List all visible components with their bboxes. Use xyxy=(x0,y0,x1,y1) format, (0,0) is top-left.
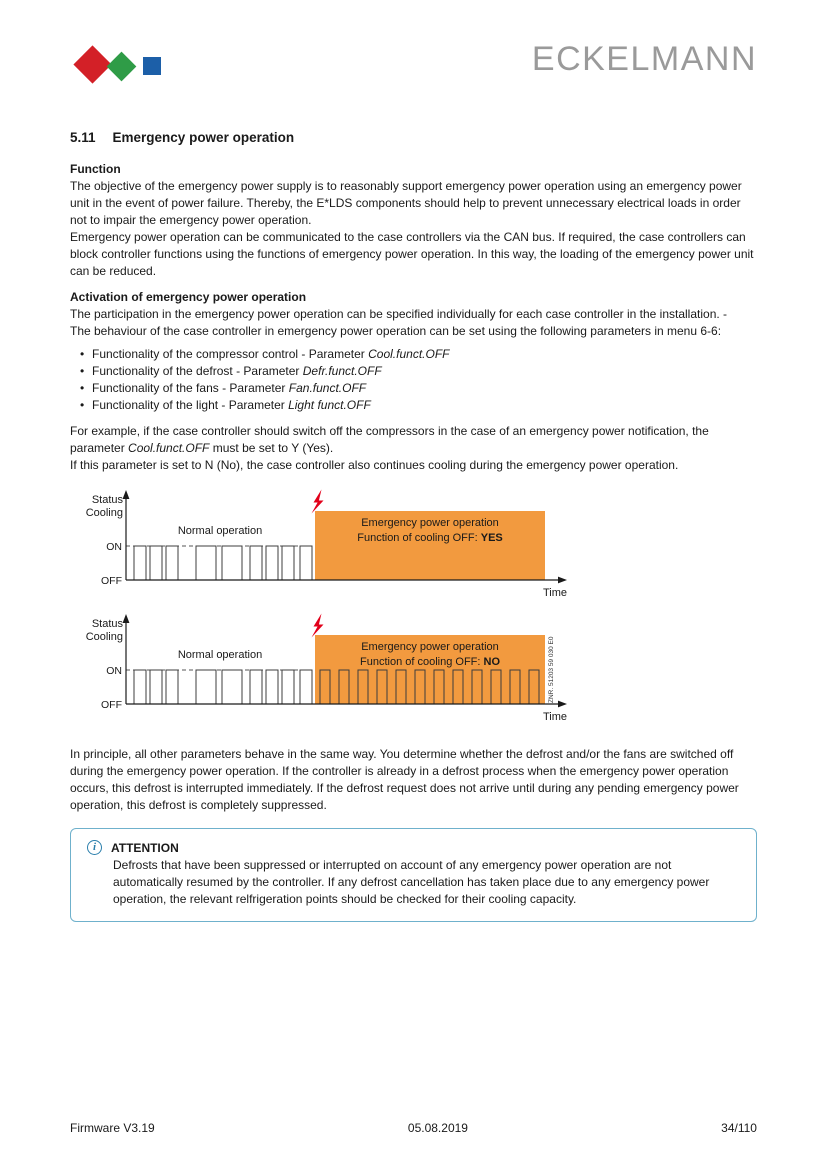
list-item xyxy=(92,397,757,414)
attention-body-text: Defrosts that have been suppressed or interrupted on account of any emergency power operation are not automatically resumed by the controller. If any defrost cancellation has taken place due to any emergency power operation, the relevant relfrigeration points should be checked for their cooling capacity. xyxy=(113,858,710,906)
attention-header xyxy=(87,840,740,855)
bullet-param: Cool.funct.OFF xyxy=(368,347,450,361)
normal-operation-label: Normal operation xyxy=(177,649,263,661)
function-paragraph-2: Emergency power operation can be communicated to the case controllers via the CAN bus. If required, the case controllers can block controller functions using the functions of emergency power operation. In this way, the loading of the emergency power unit can be reduced. xyxy=(70,230,754,278)
section-number: 5.11 xyxy=(70,130,96,145)
footer-date: 05.08.2019 xyxy=(407,1121,468,1135)
bullet-text: Functionality of the compressor control - Parameter xyxy=(92,347,369,361)
logo-green-diamond-icon xyxy=(107,52,137,82)
off-label: OFF xyxy=(101,699,122,711)
page-footer xyxy=(70,1121,757,1135)
lightning-icon xyxy=(312,490,324,514)
waveform xyxy=(126,546,315,580)
timing-diagram-cooling-off-no xyxy=(78,612,757,730)
timing-diagram-svg xyxy=(78,612,578,730)
off-label: OFF xyxy=(101,575,122,587)
bullet-param: Fan.funct.OFF xyxy=(288,381,367,395)
activation-paragraph-2: The behaviour of the case controller in emergency power operation can be set using the following parameters in menu 6-6: xyxy=(70,324,722,338)
function-paragraph-1: The objective of the emergency power supply is to reasonably support emergency power operation using an emergency power unit in the event of power failure. Thereby, the E*LDS components should help to prevent unnecessary electrical loads in order not to impair the emergency power operation. xyxy=(70,179,742,227)
time-label: Time xyxy=(542,711,567,723)
function-heading: Function xyxy=(70,162,121,176)
on-label: ON xyxy=(106,665,122,677)
activation-paragraph-1: The participation in the emergency power operation can be specified individually for each case controller in the installation. - xyxy=(70,307,728,321)
eckelmann-logo xyxy=(75,44,185,90)
logo-blue-square-icon xyxy=(143,57,161,75)
logo-red-diamond-icon xyxy=(73,45,111,83)
time-label: Time xyxy=(542,587,567,599)
emergency-title: Emergency power operation xyxy=(361,641,499,653)
example-text-post: must be set to Y (Yes). xyxy=(209,441,334,455)
closing-paragraph: In principle, all other parameters behave in the same way. You determine whether the defrost and/or the fans are switched off during the emergency power operation. If the controller is already in a defrost process when the emergency power operation occurs, this defrost is interrupted immediately. If the defrost request does not arrive until during any pending emergency power operation, this defrost is completely suppressed. xyxy=(70,747,739,812)
info-icon: i xyxy=(87,840,102,855)
example-text-pre: For example, if the case controller should switch off the compressors in the case of an emergency power notification, the parameter xyxy=(70,424,709,455)
section-title: Emergency power operation xyxy=(112,130,295,145)
brand-wordmark: ECKELMANN xyxy=(531,40,757,78)
attention-box xyxy=(70,828,757,922)
on-label: ON xyxy=(106,541,122,553)
attention-heading: ATTENTION xyxy=(111,840,179,855)
bullet-text: Functionality of the light - Parameter xyxy=(92,398,289,412)
footer-page-number: 34/110 xyxy=(721,1121,757,1135)
bullet-param: Defr.funct.OFF xyxy=(302,364,382,378)
activation-heading: Activation of emergency power operation xyxy=(70,290,307,304)
cooling-label: Cooling xyxy=(85,631,123,643)
lightning-icon xyxy=(312,614,324,638)
y-axis xyxy=(123,490,130,580)
no-paragraph: If this parameter is set to N (No), the case controller also continues cooling during the emergency power operation. xyxy=(70,458,679,472)
list-item xyxy=(92,346,757,363)
footer-firmware: Firmware V3.19 xyxy=(70,1121,155,1135)
section-heading xyxy=(70,130,757,145)
example-paragraph xyxy=(70,423,757,457)
y-axis xyxy=(123,614,130,704)
cooling-label: Cooling xyxy=(85,507,123,519)
status-label: Status xyxy=(91,494,123,506)
timing-diagram-svg xyxy=(78,488,578,606)
list-item xyxy=(92,363,757,380)
emergency-subtitle: Function of cooling OFF: YES xyxy=(357,532,503,544)
bullet-text: Functionality of the defrost - Parameter xyxy=(92,364,303,378)
emergency-subtitle: Function of cooling OFF: NO xyxy=(360,656,500,668)
bullet-text: Functionality of the fans - Parameter xyxy=(92,381,289,395)
parameter-list xyxy=(70,346,757,414)
list-item xyxy=(92,380,757,397)
drawing-number-label: ZNR. 51203 59 030 E0 xyxy=(548,636,555,703)
normal-operation-label: Normal operation xyxy=(177,525,263,537)
status-label: Status xyxy=(91,618,123,630)
timing-diagram-cooling-off-yes xyxy=(78,488,757,606)
example-param: Cool.funct.OFF xyxy=(128,441,210,455)
bullet-param: Light funct.OFF xyxy=(288,398,371,412)
emergency-title: Emergency power operation xyxy=(361,517,499,529)
